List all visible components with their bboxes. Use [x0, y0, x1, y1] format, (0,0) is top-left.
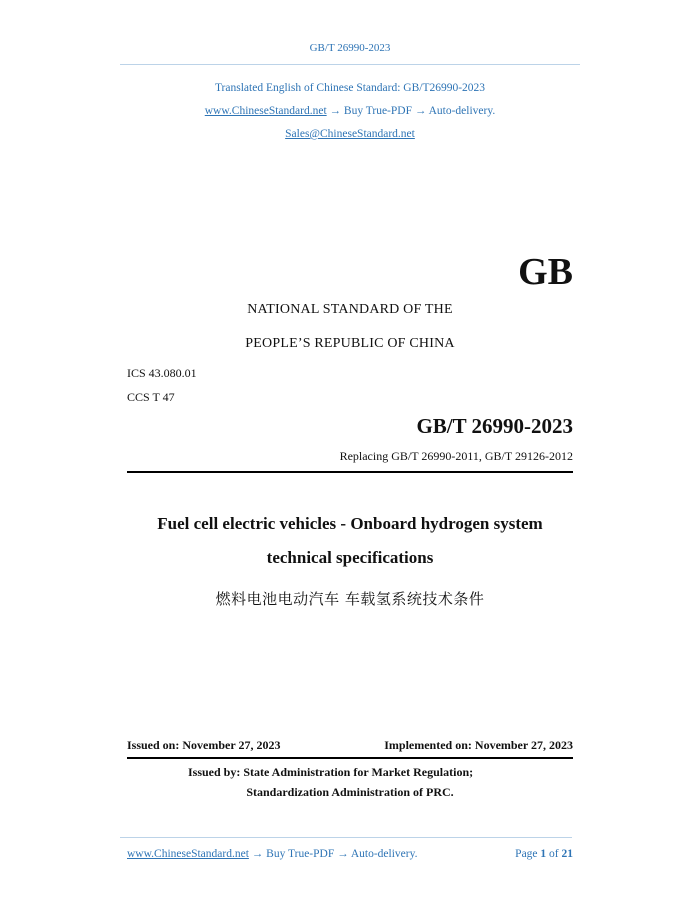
site-link[interactable]: www.ChineseStandard.net	[204, 105, 327, 117]
purchase-text: → Buy True-PDF → Auto-delivery.	[329, 105, 496, 117]
document-title-line1: Fuel cell electric vehicles - Onboard hydrogen system	[157, 514, 543, 533]
page-current: 1	[540, 848, 547, 860]
national-standard-line2: PEOPLE’S REPUBLIC OF CHINA	[245, 336, 455, 351]
implemented-date: Implemented on: November 27, 2023	[384, 738, 573, 752]
code-divider	[127, 471, 573, 473]
footer-purchase-text: → Buy True-PDF → Auto-delivery.	[251, 848, 418, 860]
ccs-code: CCS T 47	[127, 390, 175, 404]
translation-notice: Translated English of Chinese Standard: GB/T26990-2023	[214, 82, 486, 94]
gb-mark: GB	[518, 251, 573, 293]
page-total: 21	[561, 848, 573, 860]
issuer-line2: Standardization Administration of PRC.	[246, 785, 454, 799]
sales-email-line	[0, 128, 700, 140]
footer-purchase-line	[127, 848, 417, 860]
issued-date: Issued on: November 27, 2023	[127, 738, 281, 752]
dates-divider	[127, 757, 573, 759]
page-indicator	[515, 848, 573, 860]
page-of-label: of	[549, 848, 559, 860]
footer-site-link[interactable]: www.ChineseStandard.net	[127, 848, 249, 860]
replacing-note: Replacing GB/T 26990-2011, GB/T 29126-2012	[339, 449, 573, 463]
issuer-line1: Issued by: State Administration for Market Regulation;	[188, 765, 474, 779]
purchase-line	[0, 105, 700, 117]
document-title-chinese: 燃料电池电动汽车 车载氢系统技术条件	[215, 590, 485, 608]
header-divider	[120, 64, 580, 65]
document-title-line2: technical specifications	[266, 548, 434, 567]
page-header-title: GB/T 26990-2023	[309, 42, 391, 54]
national-standard-line1: NATIONAL STANDARD OF THE	[247, 302, 453, 317]
ics-code: ICS 43.080.01	[127, 366, 197, 380]
standard-code: GB/T 26990-2023	[416, 414, 573, 438]
page-label: Page	[515, 848, 538, 860]
footer-divider	[120, 837, 572, 838]
sales-email-link[interactable]: Sales@ChineseStandard.net	[285, 128, 415, 140]
